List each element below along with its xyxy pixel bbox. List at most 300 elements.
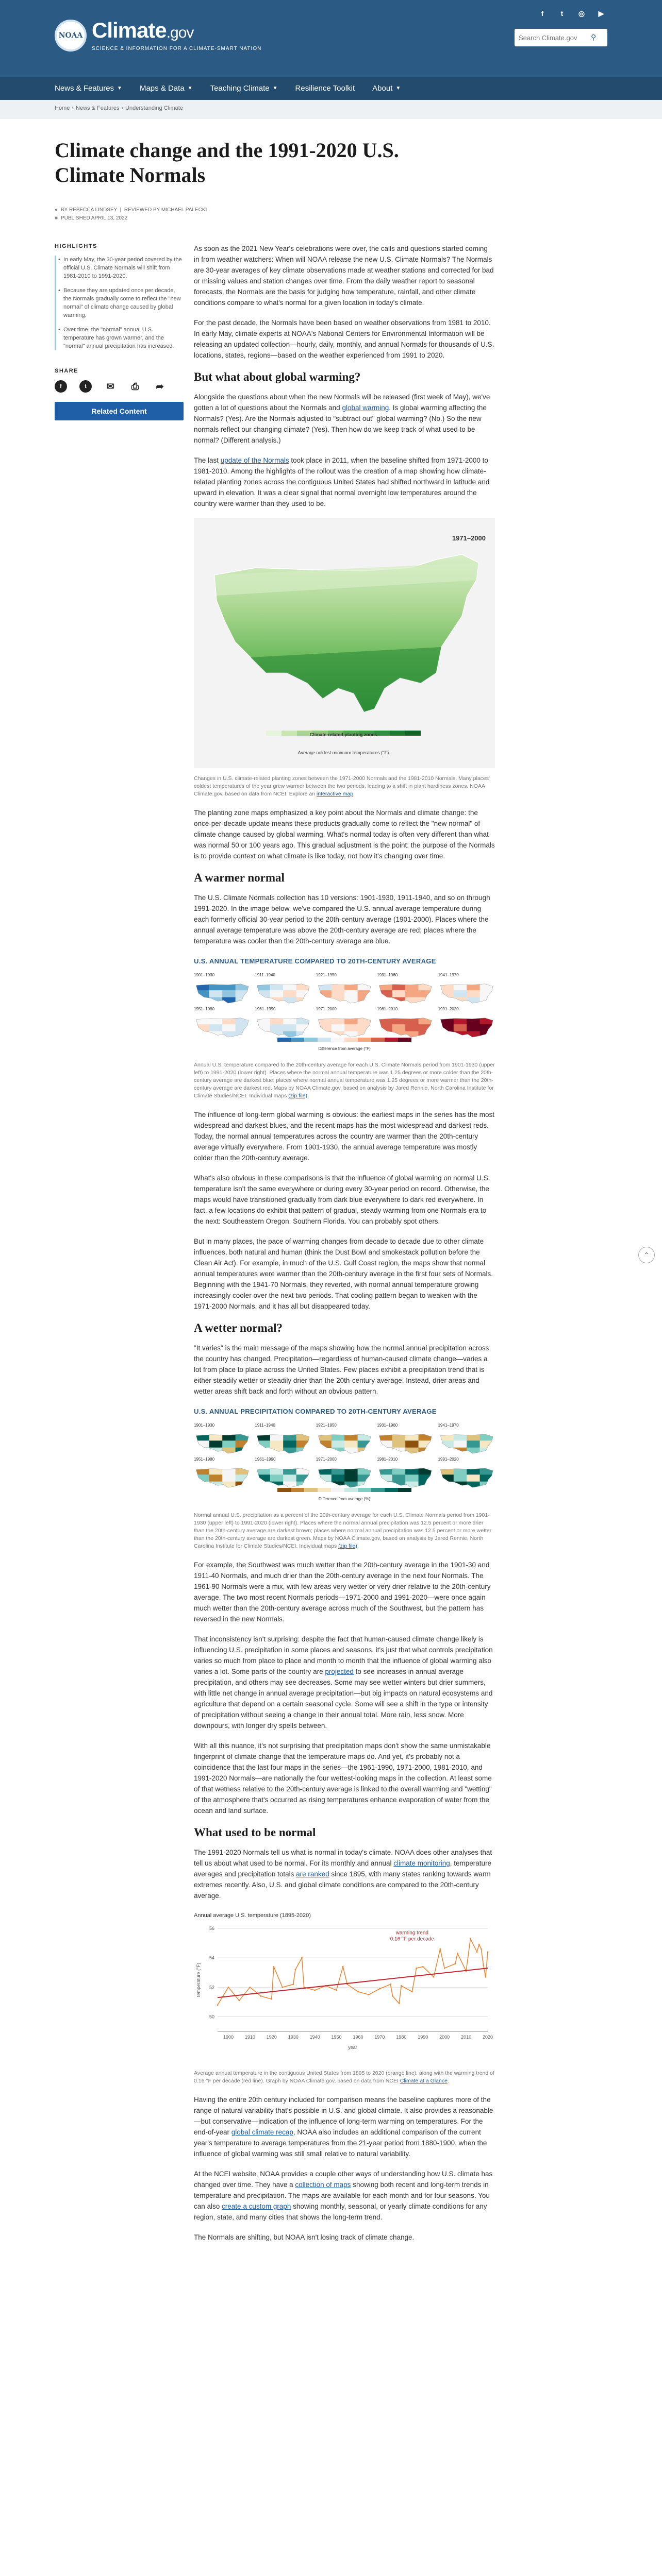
x-tick-label: 1990 <box>418 2035 428 2040</box>
collection-of-maps-link[interactable]: collection of maps <box>295 2181 351 2189</box>
map-region <box>453 990 467 997</box>
precipitation-maps-legend <box>194 1488 495 1504</box>
map-region <box>222 990 236 997</box>
data-point <box>260 1995 261 1997</box>
paragraph: But in many places, the pace of warming changes from decade to decade due to other climate influences, both natural and human (think the Dust Bowl and smokestack pollution before the Clean Air Act). For example, in much of the U.S. Gulf Coast region, the maps show that normal annual temperatures were warmer than the 20th-century average in the first four sets of Normals. Beginning with the 1941-70 Normals, they reverted, with normal annual temperature growing increasingly cooler over the next two periods. That cooling pattern began to weaken with the 1971-2000 Normals, and it has all but disappeared today. <box>194 1238 493 1310</box>
related-content-button[interactable]: Related Content <box>55 402 184 420</box>
map-region <box>379 1031 393 1039</box>
paragraph <box>194 2168 495 2223</box>
x-tick-label: 1950 <box>331 2035 342 2040</box>
mini-map-period: 1961–1990 <box>255 1457 276 1462</box>
map-region <box>209 1024 223 1031</box>
mini-map-graphic <box>316 1431 373 1455</box>
mini-map-period: 1991–2020 <box>438 1457 459 1462</box>
paragraph: The planting zone maps emphasized a key point about the Normals and climate change: the once-per-decade update means these products gradually come to reflect the "new normal" of climate change caused by global warming. What's normal today is often very different than what was normal 50 or 100 years ago. This gradual adjustment is the point: the purpose of the Normals is to provide context on what climate is like today, not how it's changing over time. <box>194 809 495 860</box>
map-region <box>405 1475 419 1482</box>
map-region <box>196 1031 209 1039</box>
mini-map-graphic <box>438 980 495 1005</box>
paragraph <box>194 1847 495 1901</box>
mini-map-graphic <box>377 1014 434 1039</box>
mini-map <box>194 1420 251 1451</box>
temperature-series-line <box>218 1939 488 2005</box>
map-legend-subtitle: Average coldest minimum temperatures (°F) <box>297 750 389 755</box>
paragraph: For example, the Southwest was much wetter than the 20th-century average in the 1901-30 and 1911-40 Normals, and much drier than the 20th-century average in the next four Normals. The 1961-90 Normals were a mix, with few areas very wetter or very drier relative to the 20th-century average. The two most recent Normals periods—1971-2000 and 1991-2020—were once again much wetter than the 20th-century average across much of the Southwest, but the pattern has reversed in the new Normals. <box>194 1561 491 1623</box>
main-nav <box>55 77 401 99</box>
data-point <box>476 1951 478 1953</box>
normals-update-link[interactable]: update of the Normals <box>220 456 289 464</box>
interactive-map-link[interactable]: interactive map <box>316 791 354 797</box>
global-climate-recap-link[interactable]: global climate recap <box>231 2128 293 2136</box>
caption-text: . <box>357 1543 359 1549</box>
trend-line <box>218 1968 488 1997</box>
map-legend-title: Climate-related planting zones <box>309 732 377 737</box>
map-region <box>419 1031 432 1039</box>
data-point <box>239 2000 240 2002</box>
map-region <box>318 984 332 991</box>
breadcrumb-separator: › <box>121 105 124 111</box>
mini-map <box>316 970 373 1001</box>
youtube-icon[interactable]: ▶ <box>595 7 607 20</box>
map-region <box>270 1024 284 1031</box>
map-region <box>357 1024 371 1031</box>
mini-map-period: 1991–2020 <box>438 1007 459 1011</box>
data-point <box>483 1964 484 1966</box>
mini-map <box>377 970 434 1001</box>
map-region <box>318 1018 332 1025</box>
map-region <box>222 1475 236 1482</box>
us-temperature-line-chart <box>194 1923 495 2052</box>
text-run: since 1895, with many states ranking towards warm extremes recently. Also, U.S. and global climate conditions are compared to the 20th-century average. <box>194 1870 491 1900</box>
data-point <box>457 1953 458 1954</box>
logo-tagline: SCIENCE & INFORMATION FOR A CLIMATE-SMART NATION <box>92 46 262 52</box>
mini-map-graphic <box>194 1014 251 1039</box>
map-region <box>357 1440 371 1448</box>
map-region <box>196 1018 209 1025</box>
sidebar <box>55 243 184 420</box>
mini-map-period: 1941–1970 <box>438 973 459 977</box>
caption-text: . <box>307 1093 309 1099</box>
mini-map <box>255 1004 311 1035</box>
nav-item-news-features[interactable] <box>55 84 122 93</box>
data-point <box>282 1987 283 1988</box>
trend-annotation-line: warming trend <box>395 1930 428 1936</box>
precipitation-maps-figure <box>194 1406 495 1504</box>
logo-word <box>92 20 261 44</box>
mini-map <box>194 1454 251 1485</box>
mini-map <box>377 1004 434 1035</box>
mini-map-period: 1901–1930 <box>194 1423 215 1428</box>
mini-map <box>377 1420 434 1451</box>
mini-map <box>438 1420 495 1451</box>
facebook-icon[interactable]: f <box>55 380 67 393</box>
mini-map <box>316 1454 373 1485</box>
y-axis-label: temperature (°F) <box>196 1962 201 1997</box>
mini-map-graphic <box>377 1431 434 1455</box>
text-run: That inconsistency isn't surprising: despite the fact that human-caused climate change likely is influencing U.S. precipitation in some places and seasons, it's just that what controls precipitation varies so much from place to place and month to month that the influence of global warming also varies a lot. Some parts of the country are <box>194 1635 493 1675</box>
data-point <box>342 1966 344 1968</box>
mini-map-period: 1951–1980 <box>194 1457 215 1462</box>
map-region <box>419 1475 432 1482</box>
precipitation-legend-label: Difference from average (%) <box>318 1497 371 1501</box>
paragraph <box>194 2094 495 2159</box>
data-point <box>444 1968 445 1969</box>
map-region <box>467 1475 480 1482</box>
mini-map <box>438 1004 495 1035</box>
x-tick-label: 1920 <box>266 2035 277 2040</box>
mini-map-graphic <box>194 1465 251 1489</box>
map-region <box>479 1024 493 1031</box>
social-icons <box>536 7 607 20</box>
mini-map <box>316 1420 373 1451</box>
map-region <box>196 1468 209 1475</box>
x-tick-label: 1900 <box>223 2035 234 2040</box>
nav-item-label: Maps & Data <box>139 83 185 93</box>
twitter-icon[interactable]: t <box>79 380 92 393</box>
x-axis-label: year <box>348 2045 357 2050</box>
print-icon[interactable]: ⎙ <box>131 381 139 392</box>
caption-text: Changes in U.S. climate-related planting zones between the 1971-2000 Normals and the 1981-2010 Normals. Many places' coldest temperatures of the year grew warmer between the two periods, leading to a shift in plant hardiness zones. NOAA Climate.gov, based on data from NCEI. Explore an <box>194 775 490 797</box>
data-point <box>478 1944 480 1945</box>
share-icon[interactable]: ➦ <box>156 381 164 392</box>
data-point <box>249 1987 251 1988</box>
map-region <box>405 990 419 997</box>
map-region <box>196 1482 209 1489</box>
x-tick-label: 1960 <box>353 2035 363 2040</box>
map-region <box>284 1024 297 1031</box>
mini-map-period: 1971–2000 <box>316 1007 337 1011</box>
logo-word-gov: .gov <box>166 24 194 41</box>
mini-map-period: 1951–1980 <box>194 1007 215 1011</box>
mini-map-period: 1911–1940 <box>255 973 275 977</box>
map-region <box>392 990 406 997</box>
figure-caption <box>194 775 495 798</box>
breadcrumb-item[interactable]: Understanding Climate <box>125 105 183 111</box>
mini-map-period: 1921–1950 <box>316 973 337 977</box>
data-point <box>301 1957 303 1959</box>
data-point <box>379 1988 380 1990</box>
map-region <box>296 1440 310 1448</box>
map-region <box>318 1434 332 1441</box>
text-run: The last <box>194 456 221 464</box>
precipitation-zip-link[interactable]: (zip file) <box>338 1543 357 1549</box>
map-region <box>196 984 209 991</box>
figure-caption <box>194 1061 495 1100</box>
map-region <box>440 1482 454 1489</box>
data-point <box>433 1976 435 1978</box>
map-region <box>284 1440 297 1448</box>
nav-item-maps-data[interactable] <box>140 84 193 93</box>
x-tick-label: 2000 <box>439 2035 450 2040</box>
text-run: The 1991-2020 Normals tell us what is normal in today's climate. NOAA does other analyses that tell us about what used to be normal. For its monthly and annual <box>194 1849 492 1867</box>
y-tick-label: 50 <box>209 2014 214 2020</box>
paragraph <box>194 455 495 509</box>
mini-map <box>255 1454 311 1485</box>
us-temperature-chart-figure <box>194 1910 495 2062</box>
mini-map <box>255 1420 311 1451</box>
mini-map <box>194 1004 251 1035</box>
data-point <box>399 2003 400 2004</box>
map-region <box>209 1475 223 1482</box>
mini-map-period: 1931–1960 <box>377 1423 398 1428</box>
zone-band-south <box>251 647 441 712</box>
x-tick-label: 1930 <box>288 2035 299 2040</box>
mini-map <box>316 1004 373 1035</box>
temperature-maps-figure <box>194 956 495 1054</box>
map-region <box>479 1475 493 1482</box>
map-region <box>392 1440 406 1448</box>
highlights-heading: HIGHLIGHTS <box>55 243 97 249</box>
caption-text: Annual U.S. temperature compared to the 20th-century average for each U.S. Climate Normals period from 1901-1930 (upper left) to 1991-2020 (lower right). Places where the normal annual temperature was 1.25 degrees or more colder than the 20th-century average are darkest blue; places where normal annual temperature was 1.25 degrees or more warmer than the 20th-century average are darkest red. Maps by NOAA Climate.gov, based on analysis by Jared Rennie, North Carolina Institute for Climate Studies/NCEI. Individual maps <box>194 1062 495 1099</box>
x-tick-label: 1970 <box>374 2035 385 2040</box>
map-region <box>332 990 345 997</box>
map-region <box>392 1475 406 1482</box>
map-region <box>196 1434 209 1441</box>
breadcrumb-item[interactable]: News & Features <box>76 105 120 111</box>
text-run: , NOAA also includes an additional comparison of the current year's temperature to average temperatures from the 21-year period from 1880-1900, when the influence of global warming was still small relative to natural variability. <box>194 2128 487 2158</box>
map-region <box>270 1475 284 1482</box>
climate-monitoring-link[interactable]: climate monitoring <box>393 1859 450 1867</box>
logo-word-main: Climate <box>92 18 167 42</box>
nav-item-resilience-toolkit[interactable] <box>295 84 355 93</box>
custom-graph-link[interactable]: create a custom graph <box>222 2202 291 2210</box>
map-region <box>419 1440 432 1448</box>
map-region <box>296 990 310 997</box>
mini-map-graphic <box>255 980 311 1005</box>
text-run: showing monthly, seasonal, or yearly climate conditions for any region, state, and many cities that shows the long-term trend. <box>194 2202 487 2221</box>
map-region <box>357 990 371 997</box>
map-region <box>479 1031 493 1039</box>
instagram-icon[interactable]: ◎ <box>575 7 588 20</box>
map-period-label: 1971–2000 <box>452 534 486 542</box>
projected-link[interactable]: projected <box>325 1668 354 1675</box>
mini-map-graphic <box>255 1014 311 1039</box>
map-region <box>344 1024 358 1031</box>
chevron-down-icon: ▼ <box>187 85 193 91</box>
figure-caption <box>194 1512 495 1550</box>
chevron-down-icon: ▼ <box>395 85 401 91</box>
map-region <box>453 1024 467 1031</box>
map-region <box>419 1024 432 1031</box>
mini-map-graphic <box>316 1465 373 1489</box>
paragraph: The Normals are shifting, but NOAA isn't losing track of climate change. <box>194 2233 415 2241</box>
planting-zone-map <box>194 518 495 768</box>
map-region <box>222 1440 236 1448</box>
data-point <box>401 1985 402 1987</box>
climate-at-a-glance-link[interactable]: Climate at a Glance <box>400 2078 448 2084</box>
map-region <box>318 1031 332 1039</box>
mini-map-period: 1981–2010 <box>377 1457 398 1462</box>
data-point <box>271 1998 272 2000</box>
facebook-icon[interactable]: f <box>536 7 549 20</box>
mini-map-graphic <box>377 1465 434 1489</box>
byline-author: BY REBECCA LINDSEY <box>61 207 118 213</box>
temperature-legend-label: Difference from average (°F) <box>318 1046 371 1051</box>
paragraph <box>194 1634 495 1731</box>
trend-annotation <box>390 1930 435 1942</box>
map-region <box>440 1434 454 1441</box>
paragraph: What's also obvious in these comparisons is that the influence of global warming on normal U.S. temperature isn't the same everywhere or during every 30-year period on record. Otherwise, the maps would have transitioned gradually from dark blue everywhere to dark red everywhere. In fact, a few locations do exhibit that pattern of gradual, steady warming from one Normals era to the next: Southeastern Oregon. Southern Florida. You can probably spot others. <box>194 1174 490 1225</box>
map-region <box>379 1434 393 1441</box>
mini-map-period: 1961–1990 <box>255 1007 276 1011</box>
breadcrumb-item[interactable]: Home <box>55 105 70 111</box>
paragraph: "It varies" is the main message of the maps showing how the normal annual precipitation across the country has changed. Precipitation—regardless of human-caused climate change—varies a lot from place to place across the United States. Few places exhibit a precipitation trend that is either steadily wetter or steadily drier than the 20th-century average. Instead, drier areas and wetter areas shift back and forth without an obvious pattern. <box>194 1344 489 1395</box>
article-body <box>194 243 495 2252</box>
map-region <box>453 1475 467 1482</box>
map-region <box>453 1440 467 1448</box>
map-region <box>405 1440 419 1448</box>
nav-item-label: Resilience Toolkit <box>295 83 355 93</box>
map-region <box>236 1482 249 1489</box>
data-point <box>273 1966 275 1968</box>
data-point <box>416 1968 417 1969</box>
site-logo[interactable] <box>55 20 261 52</box>
search-icon[interactable]: ⚲ <box>591 33 597 41</box>
data-point <box>455 1963 456 1964</box>
map-region <box>236 1031 249 1039</box>
mini-map-graphic <box>255 1431 311 1455</box>
mini-map <box>377 1454 434 1485</box>
paragraph <box>194 392 495 446</box>
data-point <box>487 1951 489 1953</box>
temperature-maps-grid <box>194 970 495 1035</box>
back-to-top-button[interactable] <box>638 1247 655 1263</box>
map-region <box>379 1468 393 1475</box>
text-run: , temperature averages and precipitation totals <box>194 1859 492 1878</box>
data-point <box>392 1995 393 1997</box>
text-run: Alongside the questions about when the new Normals will be released (first week of May), we've gotten a lot of questions about the Normals and <box>194 393 490 412</box>
map-region <box>296 1475 310 1482</box>
map-region <box>257 1482 271 1489</box>
map-region <box>357 1031 371 1039</box>
highlight-item: • Over time, the "normal" annual U.S. temperature has grown warmer, and the "normal" annual precipitation has increased. <box>63 326 184 350</box>
share-icons <box>55 380 184 393</box>
data-point <box>470 1938 471 1940</box>
map-region <box>257 1018 271 1025</box>
map-region <box>467 1440 480 1448</box>
twitter-icon[interactable]: t <box>556 7 568 20</box>
paragraph: As soon as the 2021 New Year's celebrations were over, the calls and questions started coming in from weather watchers: When will NOAA release the new U.S. Climate Normals? The Normals are 30-year averages of key climate observations made at weather stations and corrected for bad or missing values and station changes over time. From the daily weather report to seasonal forecasts, the Normals are the basis for judging how temperature, rainfall, and other climate conditions compare to what's normal for a given location in today's climate. <box>194 245 494 307</box>
mini-map-period: 1901–1930 <box>194 973 215 977</box>
map-region <box>479 1440 493 1448</box>
caption-text: . <box>353 791 355 797</box>
temperature-maps-legend <box>194 1038 495 1054</box>
mini-map-period: 1941–1970 <box>438 1423 459 1428</box>
precipitation-maps-title: U.S. ANNUAL PRECIPITATION COMPARED TO 20TH-CENTURY AVERAGE <box>194 1408 437 1415</box>
breadcrumb-separator: › <box>72 105 74 111</box>
map-region <box>392 1024 406 1031</box>
text-run: took place in 2011, when the baseline shifted from 1971-2000 to 1981-2010. Among the highlights of the rollout was the creation of a map showing how climate-related planting zones across the contiguous United States had shifted northward in latitude and upward in elevation. It was a clear signal that normal overnight low temperatures around the country were warmer than they used to be. <box>194 456 490 507</box>
nav-item-label: News & Features <box>55 83 114 93</box>
map-region <box>257 1434 271 1441</box>
data-point <box>422 1966 424 1968</box>
map-region <box>419 1482 432 1489</box>
map-region <box>270 990 284 997</box>
mini-map-graphic <box>438 1465 495 1489</box>
map-region <box>236 1024 249 1031</box>
precipitation-maps-grid <box>194 1420 495 1485</box>
data-point <box>228 1987 229 1988</box>
map-region <box>379 1018 393 1025</box>
byline-reviewer: REVIEWED BY MICHAEL PALECKI <box>124 207 207 213</box>
email-icon[interactable]: ✉ <box>106 381 114 392</box>
chevron-down-icon: ▼ <box>272 85 278 91</box>
nav-item-about[interactable] <box>372 84 401 93</box>
map-region <box>479 1482 493 1489</box>
data-point <box>439 1948 441 1950</box>
mini-map <box>438 970 495 1001</box>
text-run: to see increases in annual average precipitation, and others may see decreases. Some may see wetter winters but drier summers, with little net change in annual average precipitation—but big impacts on natural ecosystems and agriculture that depend on a certain seasonal cycle. Some will see a shift in the type or intensity of precipitation without seeing a change in their annual total. More rain, less snow. More downpours, with longer dry spells between. <box>194 1668 493 1730</box>
map-region <box>344 1475 358 1482</box>
temperature-zip-link[interactable]: (zip file) <box>288 1093 308 1099</box>
map-region <box>296 1031 310 1039</box>
map-region <box>344 1440 358 1448</box>
data-point <box>485 1976 486 1978</box>
mini-map <box>194 970 251 1001</box>
caption-text: . <box>447 2078 449 2084</box>
map-region <box>479 990 493 997</box>
text-run: showing both recent and long-term trends in temperature and precipitation. The maps are available for each month and for four seasons. You can also <box>194 2181 490 2210</box>
mini-map-graphic <box>438 1014 495 1039</box>
section-heading: But what about global warming? <box>194 370 361 383</box>
nav-item-teaching-climate[interactable] <box>210 84 278 93</box>
x-tick-label: 1940 <box>309 2035 320 2040</box>
data-point <box>217 2004 219 2006</box>
highlights-list <box>55 256 184 350</box>
highlight-item: • Because they are updated once per decade, the Normals gradually come to reflect the "new normal" of climate change caused by global warming. <box>63 286 184 319</box>
map-region <box>318 1468 332 1475</box>
nav-item-label: Teaching Climate <box>210 83 270 93</box>
map-region <box>296 1482 310 1489</box>
trend-annotation-line: 0.16 °F per decade <box>390 1936 434 1942</box>
search-input[interactable] <box>519 34 591 42</box>
data-point <box>481 1948 482 1950</box>
data-point <box>336 1990 337 1991</box>
are-ranked-link[interactable]: are ranked <box>296 1870 329 1878</box>
mini-map-graphic <box>194 1431 251 1455</box>
caption-text: Normal annual U.S. precipitation as a percent of the 20th-century average for each U.S. Climate Normals period from 1901-1930 (upper left) to 1991-2020 (lower right). Places where the normal annual precipitation was 12.5 percent or more drier than the 20th-century average are darkest brown; places where normal annual precipitation was 12.5 percent or more wetter than the 20th-century average are darkest green. Maps by NOAA Climate.gov, based on analysis by Jared Rennie, North Carolina Institute for Climate Studies/NCEI. Individual maps <box>194 1512 492 1549</box>
map-region <box>236 1475 249 1482</box>
mini-map <box>438 1454 495 1485</box>
global-warming-link[interactable]: global warming <box>342 404 389 412</box>
mini-map-graphic <box>438 1431 495 1455</box>
us-temperature-chart <box>194 1923 495 2062</box>
mini-map-graphic <box>316 980 373 1005</box>
byline-published: PUBLISHED APRIL 13, 2022 <box>61 215 128 221</box>
site-header <box>0 0 662 77</box>
share-heading: SHARE <box>55 368 79 374</box>
search-box <box>515 29 607 46</box>
noaa-seal-icon <box>55 20 87 52</box>
mini-map <box>255 970 311 1001</box>
figure-caption <box>194 2070 495 2085</box>
map-region <box>467 990 480 997</box>
y-tick-label: 52 <box>209 1985 214 1990</box>
paragraph: For the past decade, the Normals have been based on weather observations from 1981 to 2010. In early May, climate experts at NOAA's National Centers for Environmental Information will be releasing an updated collection—hourly, daily, monthly, and annual Normals for thousands of U.S. locations, states, regions—based on the weather experienced from 1991 to 2020. <box>194 319 494 359</box>
map-region <box>332 1475 345 1482</box>
section-heading: What used to be normal <box>194 1826 316 1839</box>
map-region <box>270 1440 284 1448</box>
paragraph: The U.S. Climate Normals collection has 10 versions: 1901-1930, 1911-1940, and so on through 1991-2020. In the image below, we've compared the U.S. annual average temperature during each formerly official 30-year period to the 20th-century average (1901-2000). Places where the annual average temperature was above the 20th-century average are red; places where the temperature was cooler than the 20th-century average are blue. <box>194 894 490 945</box>
text-run: At the NCEI website, NOAA provides a couple other ways of understanding how U.S. climate has changed over time. They have a <box>194 2170 493 2189</box>
highlight-item: • In early May, the 30-year period covered by the official U.S. Climate Normals will shift from 1981-2010 to 1991-2020. <box>63 256 184 280</box>
planting-zone-map-figure <box>194 518 495 768</box>
logo-seal-text: NOAA <box>58 31 83 40</box>
map-region <box>440 1031 454 1039</box>
logo-text <box>92 20 261 52</box>
caption-text: Average annual temperature in the contiguous United States from 1895 to 2020 (orange line), along with the warming trend of 0.16 °F per decade (red line). Graph by NOAA Climate.gov, based on data from NCEI <box>194 2070 494 2084</box>
paragraph: The influence of long-term global warming is obvious: the earliest maps in the series has the most widespread and darkest blues, and the recent maps has the most widespread and darkest reds. Today, the normal annual temperatures across the country are warmer than the 20th-century average virtually everywhere. From 1901-1930, the annual average temperature was mostly colder than the 20th-century average. <box>194 1111 495 1162</box>
mini-map-period: 1971–2000 <box>316 1457 337 1462</box>
